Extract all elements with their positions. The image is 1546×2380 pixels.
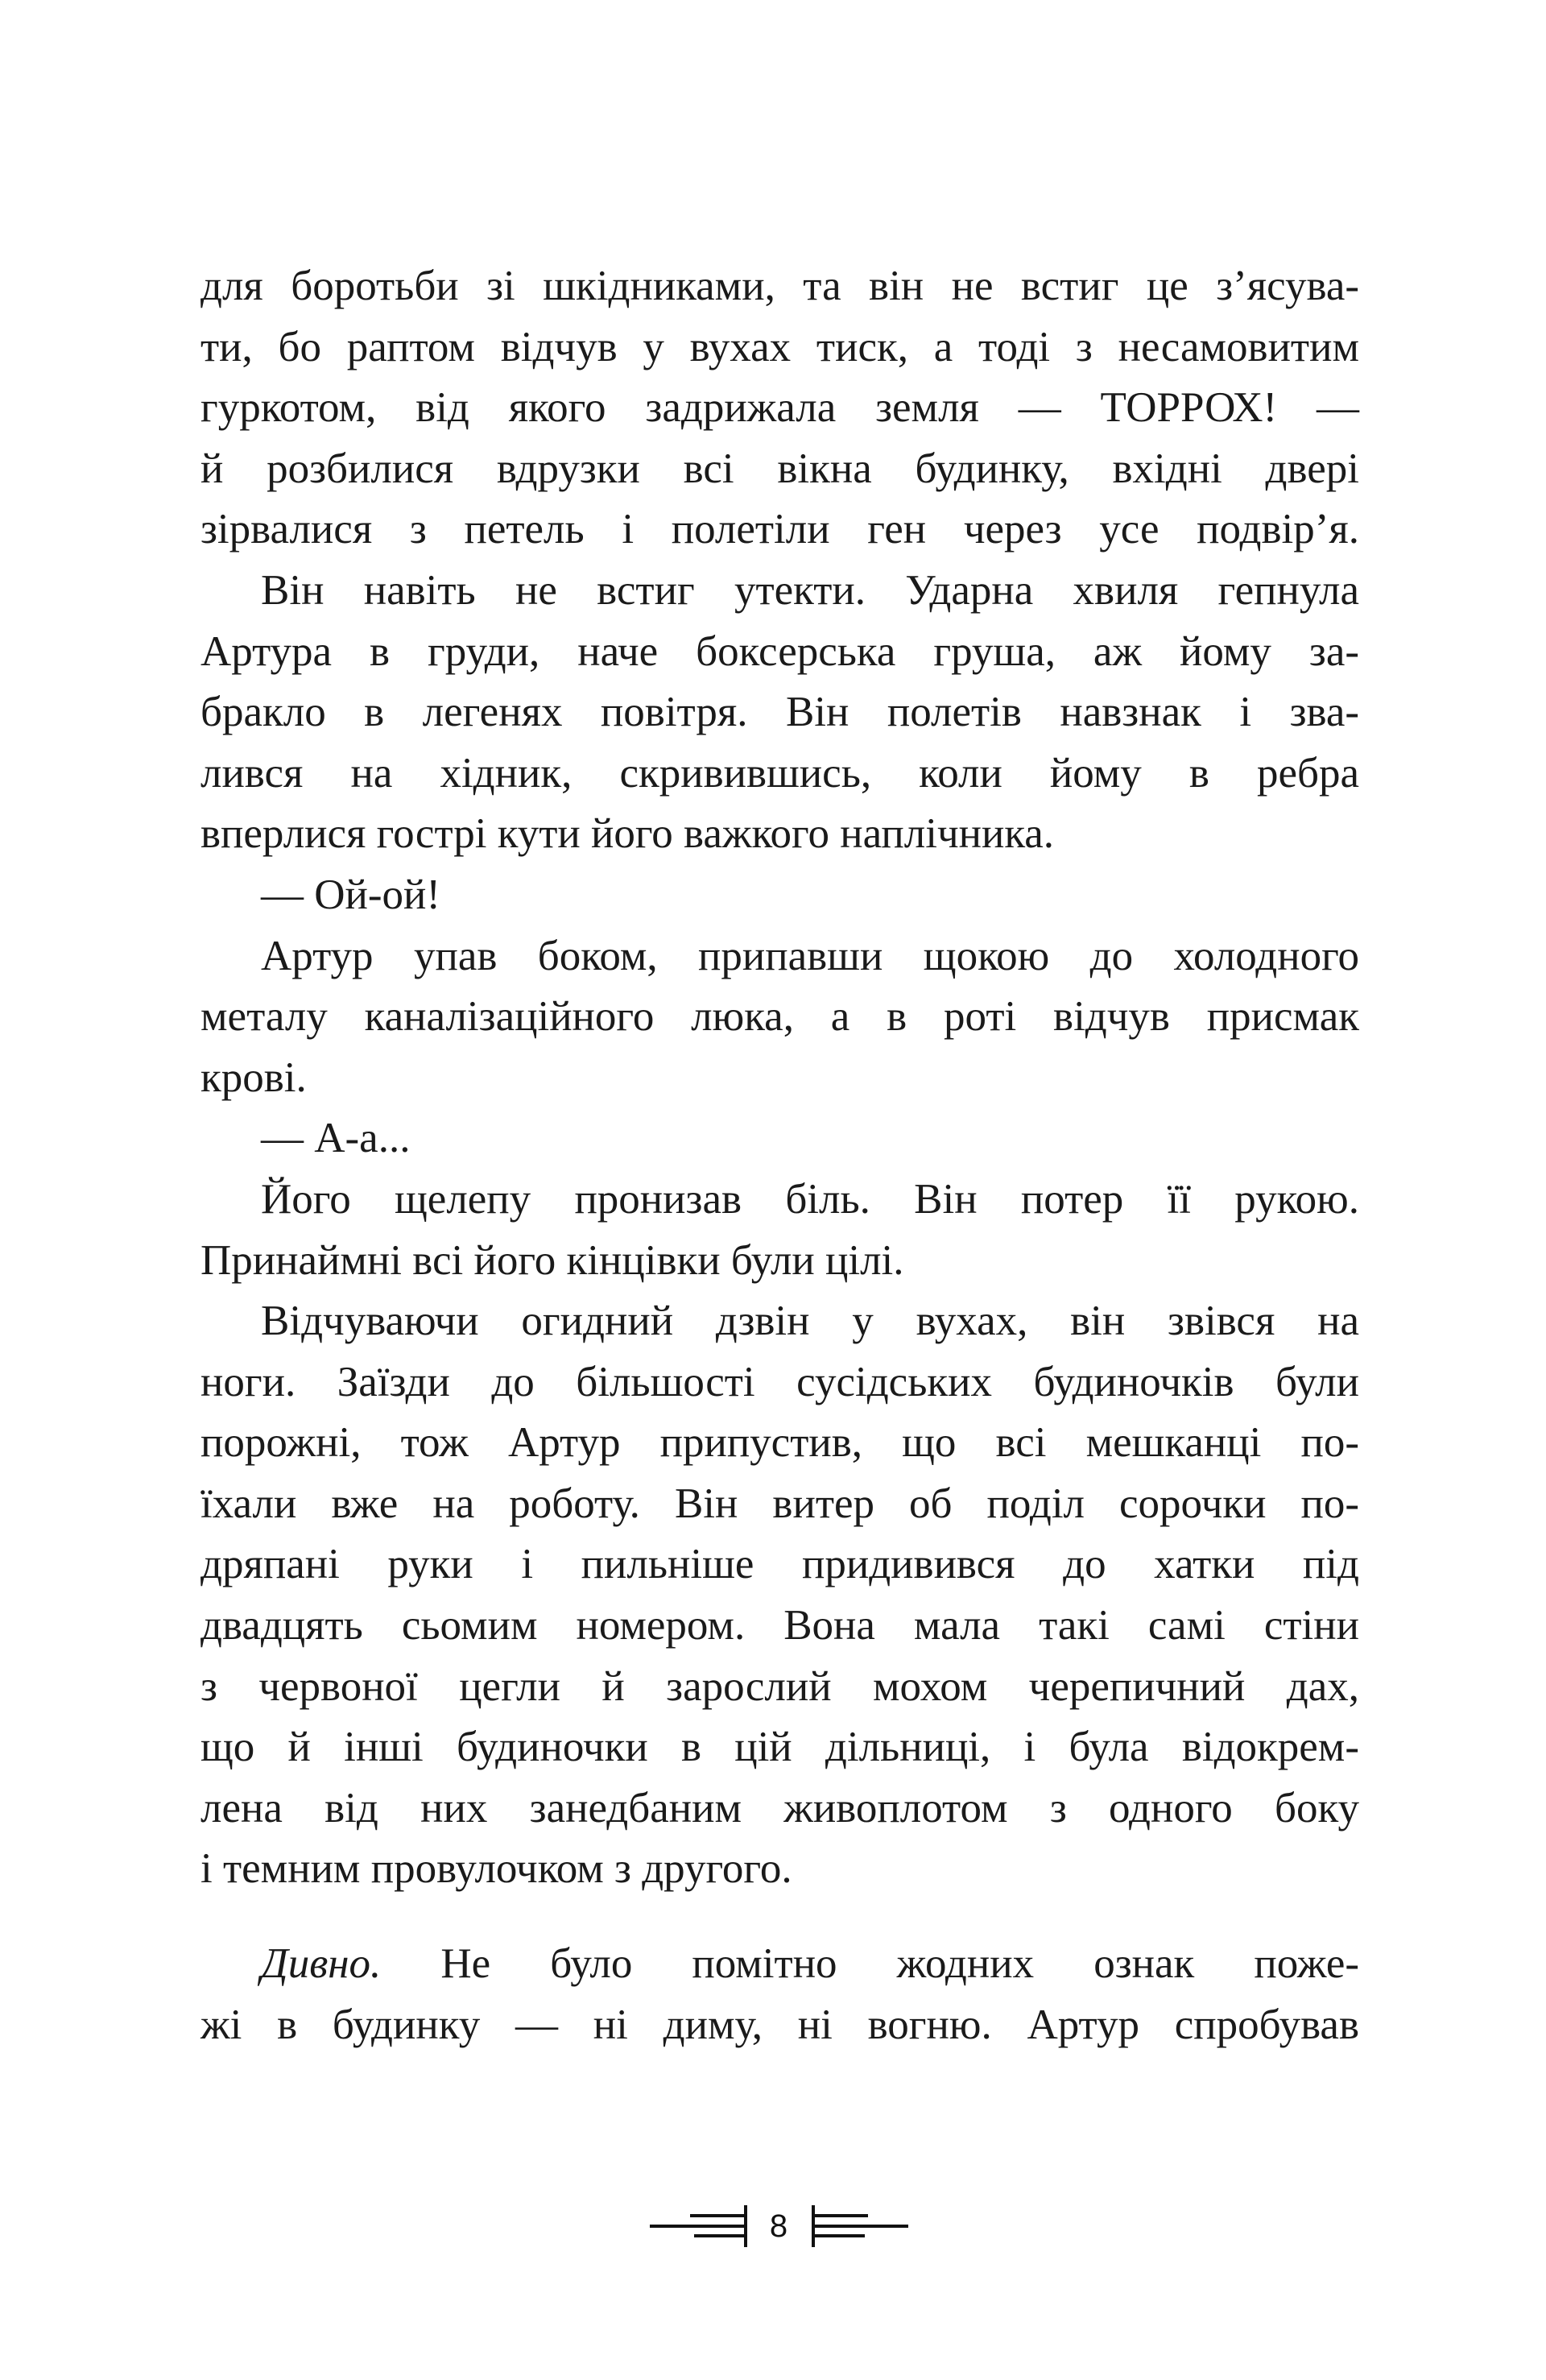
text-line: — Ой-ой! (261, 871, 441, 918)
text-line (200, 1934, 1359, 1995)
text-line: дряпані руки і пильніше придивився до хатки під (200, 1541, 1359, 1588)
text-line: для боротьби зі шкідниками, та він не встиг це з’ясува- (200, 263, 1359, 309)
page-number: 8 (769, 2208, 788, 2244)
text-line: двадцять сьомим номером. Вона мала такі самі стіни (200, 1602, 1359, 1649)
text-line: жі в будинку — ні диму, ні вогню. Артур спробував (200, 2001, 1359, 2048)
text-line: Артур упав боком, припавши щокою до холодного (261, 932, 1359, 979)
text-line: їхали вже на роботу. Він витер об поділ сорочки по- (200, 1480, 1359, 1527)
page-body-text (200, 256, 1359, 2055)
text-line: лена від них занедбаним живоплотом з одного боку (200, 1784, 1359, 1832)
text-line: крові. (200, 1053, 307, 1101)
text-line: вперлися гострі кути його важкого наплічника. (200, 810, 1055, 858)
italic-word: Дивно. (261, 1940, 382, 1988)
text-line: металу каналізаційного люка, а в роті відчув присмак (200, 993, 1359, 1041)
text-line: гуркотом, від якого задрижала земля — ТОРРОХ! — (200, 384, 1359, 432)
text-line: що й інші будиночки в цій дільниці, і була відокрем- (200, 1724, 1359, 1771)
text-line: порожні, тож Артур припустив, що всі мешканці по- (200, 1419, 1359, 1467)
text-span: Не було помітно жодних ознак поже- (381, 1940, 1359, 1988)
text-line: Його щелепу пронизав біль. Він потер її рукою. (261, 1175, 1359, 1223)
text-line: бракло в легенях повітря. Він полетів навзнак і зва- (200, 689, 1359, 736)
text-line: ноги. Заїзди до більшості сусідських будиночків були (200, 1358, 1359, 1405)
text-line: — А-а... (261, 1115, 411, 1162)
text-line: Він навіть не встиг утекти. Ударна хвиля гепнула (261, 566, 1359, 614)
text-line: Принаймні всі його кінцівки були цілі. (200, 1236, 904, 1284)
text-line: й розбилися вдрузки всі вікна будинку, вхідні двері (200, 445, 1359, 492)
text-line: Артура в груди, наче боксерська груша, аж йому за- (200, 627, 1359, 675)
text-line: ти, бо раптом відчув у вухах тиск, а тоді з несамовитим (200, 323, 1359, 370)
text-line: Відчуваючи огидний дзвін у вухах, він звівся на (261, 1298, 1359, 1345)
text-line: з червоної цегли й зарослий мохом черепичний дах, (200, 1662, 1359, 1710)
text-line: лився на хідник, скривившись, коли йому в ребра (200, 749, 1359, 797)
text-line: зірвалися з петель і полетіли ген через усе подвір’я. (200, 506, 1359, 553)
text-line: і темним провулочком з другого. (200, 1845, 792, 1893)
